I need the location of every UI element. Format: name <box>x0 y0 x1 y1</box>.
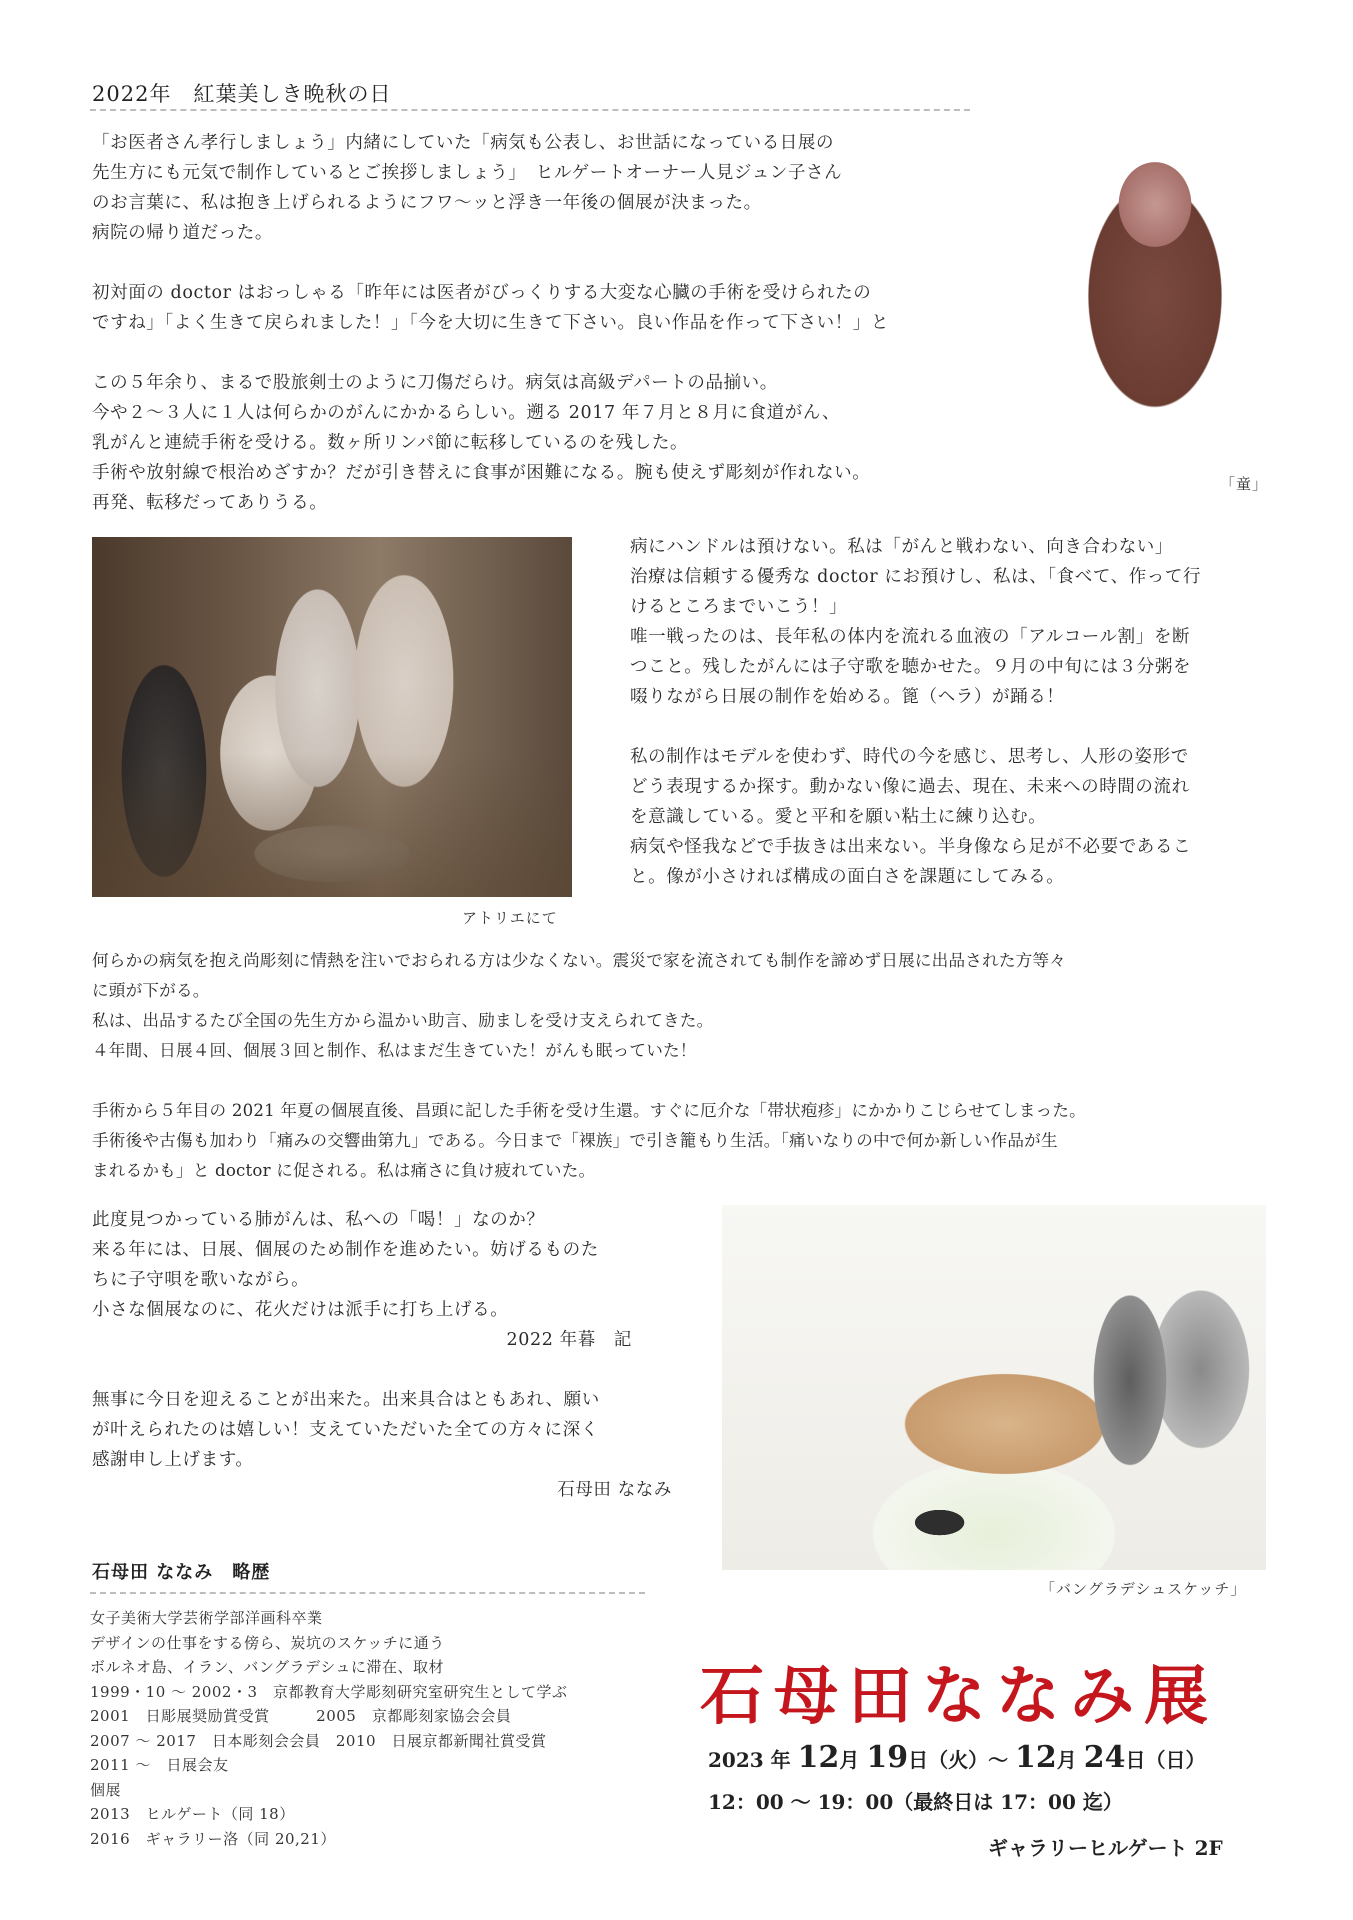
text-line: が叶えられたのは嬉しい！支えていただいた全ての方々に深く <box>92 1420 599 1440</box>
day-unit: 日 <box>1125 1748 1146 1772</box>
text-line: 病気や怪我などで手抜きは出来ない。半身像なら足が不必要であるこ <box>630 837 1192 857</box>
doll-caption: 「童」 <box>1220 475 1269 493</box>
bio-line: 2001 日彫展奨励賞受賞 2005 京都彫刻家協会会員 <box>90 1707 512 1725</box>
bio-line: 1999・10 〜 2002・3 京都教育大学彫刻研究室研究生として学ぶ <box>90 1682 568 1701</box>
text-line: けるところまでいこう！」 <box>630 597 848 617</box>
text-line: 私は、出品するたび全国の先生方から温かい助言、励ましを受け支えられてきた。 <box>92 1011 714 1030</box>
text-line: 手術から５年目の 2021 年夏の個展直後、昌頭に記した手術を受け生還。すぐに厄介な「帯状疱疹」にかかりこじらせてしまった。 <box>92 1101 1086 1120</box>
date-year: 2023 年 <box>708 1748 791 1772</box>
text-line: と。像が小さければ構成の面白さを課題にしてみる。 <box>630 867 1065 887</box>
bio-line: 2011 〜 日展会友 <box>90 1756 229 1774</box>
text-line: に頭が下がる。 <box>92 981 210 1000</box>
text-line: 唯一戦ったのは、長年私の体内を流れる血液の「アルコール割」を断 <box>630 627 1191 647</box>
exhibition-hours: 12：00 〜 19：00（最終日は 17：00 迄） <box>708 1790 1123 1814</box>
text-line: 啜りながら日展の制作を始める。篦（ヘラ）が踊る！ <box>630 687 1065 707</box>
text-line: 手術後や古傷も加わり「痛みの交響曲第九」である。今日まで「裸族」で引き籠もり生活。「痛いなりの中で何か新しい作品が生 <box>92 1131 1058 1150</box>
text-line: どう表現するか探す。動かない像に過去、現在、未来への時間の流れ <box>630 777 1190 797</box>
text-line: 無事に今日を迎えることが出来た。出来具合はともあれ、願い <box>92 1390 600 1410</box>
text-line: まれるかも」と doctor に促される。私は痛さに負け疲れていた。 <box>92 1161 596 1180</box>
text-line: 小さな個展なのに、花火だけは派手に打ち上げる。 <box>92 1300 509 1320</box>
text-line: 此度見つかっている肺がんは、私への「喝！」なのか？ <box>92 1210 545 1230</box>
end-day: 24 <box>1083 1740 1126 1775</box>
bio-line: 個展 <box>90 1780 122 1799</box>
intro-paragraph <box>92 128 992 518</box>
text-line: 今や２〜３人に１人は何らかのがんにかかるらしい。遡る 2017 年７月と８月に食道がん、 <box>92 403 841 423</box>
text-line: 治療は信頼する優秀な doctor にお預けし、私は、「食べて、作って行 <box>630 567 1202 587</box>
bio-heading: 石母田 ななみ 略歴 <box>92 1562 271 1583</box>
month-unit: 月 <box>839 1748 860 1772</box>
bangladesh-sketch-image <box>722 1205 1266 1570</box>
exhibition-venue: ギャラリーヒルゲート 2F <box>988 1836 1223 1860</box>
date-tilde: 〜 <box>988 1748 1009 1772</box>
text-line: ４年間、日展４回、個展３回と制作、私はまだ生きていた！がんも眠っていた！ <box>92 1041 697 1060</box>
doll-sculpture-image <box>1025 95 1285 460</box>
sketch-caption: 「バングラデシュスケッチ」 <box>1040 1580 1247 1598</box>
month-unit: 月 <box>1056 1748 1077 1772</box>
bio-line: 2013 ヒルゲート（同 18） <box>90 1805 295 1823</box>
start-month: 12 <box>797 1740 840 1775</box>
text-line: のお言葉に、私は抱き上げられるようにフワ〜ッと浮き一年後の個展が決まった。 <box>92 193 762 213</box>
text-line: を意識している。愛と平和を願い粘土に練り込む。 <box>630 807 1047 827</box>
right-column-text <box>630 532 1290 892</box>
text-line: 病院の帰り道だった。 <box>92 223 273 243</box>
bio-divider <box>90 1592 645 1594</box>
text-line: 先生方にも元気で制作しているとご挨拶しましょう」 ヒルゲートオーナー人見ジュン子さん <box>92 163 843 183</box>
text-line: 初対面の doctor はおっしゃる「昨年には医者がびっくりする大変な心臓の手術を受けられたの <box>92 283 872 303</box>
exhibition-title: 石母田ななみ展 <box>700 1659 1218 1734</box>
text-line: 手術や放射線で根治めざすか？だが引き替えに食事が困難になる。腕も使えず彫刻が作れない。 <box>92 463 871 483</box>
bio-line: 女子美術大学芸術学部洋画科卒業 <box>90 1609 323 1627</box>
text-line: 「お医者さん孝行しましょう」内緒にしていた「病気も公表し、お世話になっている日展の <box>92 133 835 153</box>
text-line: 感謝申し上げます。 <box>92 1450 254 1470</box>
bio-line: 2007 〜 2017 日本彫刻会会員 2010 日展京都新聞社賞受賞 <box>90 1731 547 1750</box>
end-month: 12 <box>1015 1740 1057 1775</box>
end-weekday: （日） <box>1145 1748 1206 1772</box>
full-width-text <box>92 946 1292 1186</box>
author-signature: 石母田 ななみ <box>557 1480 672 1500</box>
bio-line: 2016 ギャラリー洛（同 20,21） <box>90 1829 336 1848</box>
text-line: 病にハンドルは預けない。私は「がんと戦わない、向き合わない」 <box>630 537 1173 557</box>
start-day: 19 <box>866 1740 909 1775</box>
day-unit: 日 <box>908 1748 929 1772</box>
exhibition-dates <box>708 1740 1206 1775</box>
bio-line: デザインの仕事をする傍ら、炭坑のスケッチに通う <box>90 1633 445 1652</box>
text-line: ちに子守唄を歌いながら。 <box>92 1270 310 1290</box>
text-line: 再発、転移だってありうる。 <box>92 493 328 513</box>
studio-photo <box>92 537 572 897</box>
text-line: 来る年には、日展、個展のため制作を進めたい。妨げるものた <box>92 1240 599 1260</box>
text-line: つこと。残したがんには子守歌を聴かせた。９月の中旬には３分粥を <box>630 657 1192 677</box>
text-line: ですね」「よく生きて戻られました！」「今を大切に生きて下さい。良い作品を作って下さい！」と <box>92 313 889 333</box>
closing-text <box>92 1205 682 1505</box>
studio-caption: アトリエにて <box>462 909 558 927</box>
bio-line: ボルネオ島、イラン、バングラデシュに滞在、取材 <box>90 1658 444 1676</box>
text-line: この５年余り、まるで股旅剣士のように刀傷だらけ。病気は高級デパートの品揃い。 <box>92 373 778 393</box>
text-line: 何らかの病気を抱え尚彫刻に情熱を注いでおられる方は少なくない。震災で家を流されても制作を諦めず日展に出品された方等々 <box>92 951 1067 970</box>
text-line: 乳がんと連続手術を受ける。数ヶ所リンパ節に転移しているのを残した。 <box>92 433 689 453</box>
date-note: 2022 年暮 記 <box>506 1330 632 1350</box>
start-weekday: （火） <box>928 1748 989 1772</box>
page-heading: 2022年 紅葉美しき晩秋の日 <box>92 82 392 106</box>
heading-divider <box>90 109 970 111</box>
bio-list <box>90 1606 670 1851</box>
text-line: 私の制作はモデルを使わず、時代の今を感じ、思考し、人形の姿形で <box>630 747 1189 767</box>
